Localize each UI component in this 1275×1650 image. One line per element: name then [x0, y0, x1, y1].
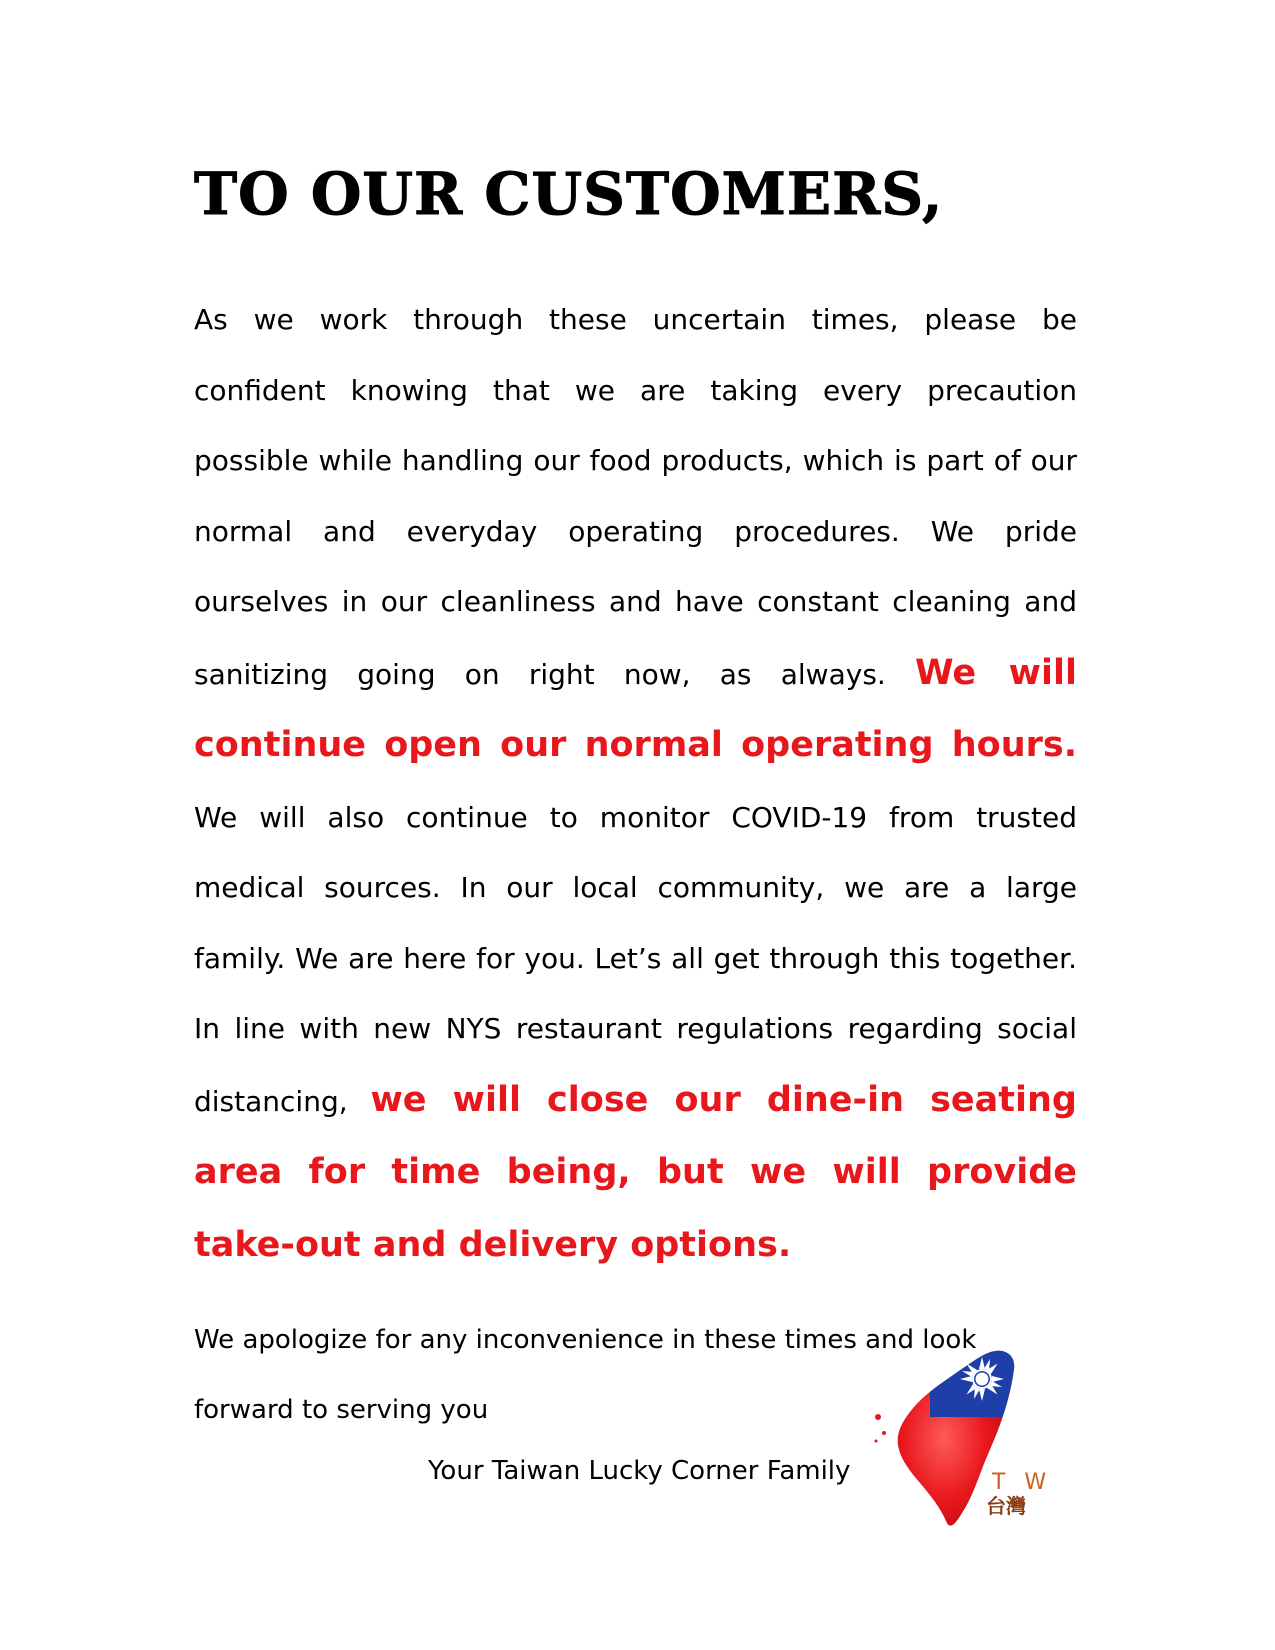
logo-label-tw: T W: [992, 1470, 1053, 1495]
islet-dot: [875, 1414, 881, 1420]
islet-dot: [882, 1431, 886, 1435]
white-sun-icon: [960, 1357, 1004, 1401]
closing-paragraph: We apologize for any inconvenience in these times and look forward to serving you: [194, 1325, 977, 1425]
islet-dot: [875, 1440, 878, 1443]
highlight-dine-in-closure: we will close our dine-in seating area for time being, but we will provide take-out and delivery options.: [194, 1079, 1077, 1265]
highlight-operating-hours: We will continue open our normal operating hours.: [194, 652, 1077, 765]
paragraph-text-2: We will also continue to monitor COVID-19 from trusted medical sources. In our local community, we are a large family. We are here for you. Let’s all get through this together. In line with new NYS restaurant regulations regarding social distancing,: [194, 800, 1077, 1118]
notice-paragraph: [194, 285, 1077, 1282]
paragraph-text-1: As we work through these uncertain times, please be confident knowing that we are taking every precaution possible while handling our food products, which is part of our normal and everyday operating procedures. We pride ourselves in our cleanliness and have constant cleaning and sanitizing going on right now, as always.: [194, 303, 1077, 691]
signature: Your Taiwan Lucky Corner Family: [428, 1456, 851, 1486]
logo-label-taiwan: 台灣: [986, 1494, 1026, 1518]
page-title: TO OUR CUSTOMERS,: [194, 160, 944, 228]
